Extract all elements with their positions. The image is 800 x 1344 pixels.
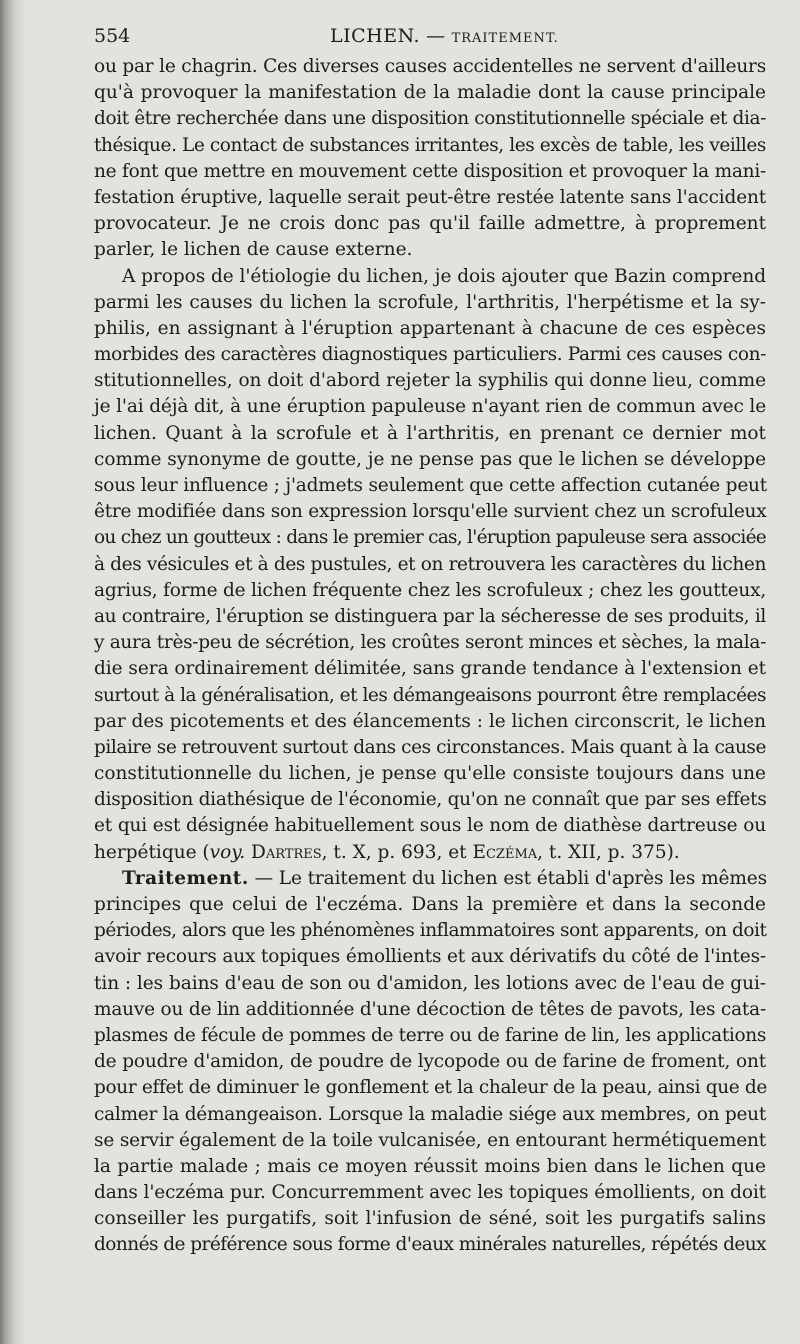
reference-prefix: herpétique (	[94, 841, 210, 863]
paragraph-etiology-end	[94, 54, 766, 264]
running-title-main: LICHEN.	[330, 25, 421, 47]
text-line: périodes, alors que les phénomènes inflammatoires sont apparents, on doit	[94, 920, 767, 942]
text-line: agrius, forme de lichen fréquente chez les scrofuleux ; chez les goutteux,	[94, 579, 766, 601]
text-line: de poudre d'amidon, de poudre de lycopode ou de farine de froment, ont	[94, 1051, 766, 1073]
text-line: à des vésicules et à des pustules, et on retrouvera les caractères du lichen	[94, 553, 766, 575]
heading-line-rest: — Le traitement du lichen est établi d'après les mêmes	[248, 867, 768, 889]
page-number: 554	[94, 25, 131, 47]
book-page	[94, 18, 766, 1259]
text-line: philis, en assignant à l'éruption appartenant à chacune de ces espèces	[94, 317, 766, 339]
text-line: se servir également de la toile vulcanisée, en entourant hermétiquement	[94, 1129, 766, 1151]
running-title-section: TRAITEMENT.	[451, 31, 559, 46]
reference-mid: , t. X, p. 693, et	[321, 841, 473, 863]
body-text	[94, 54, 766, 1259]
text-line: être modifiée dans son expression lorsqu'elle survient chez un scrofuleux	[94, 501, 767, 523]
text-line: dans l'eczéma pur. Concurremment avec les topiques émollients, on doit	[94, 1182, 766, 1204]
text-line-reference	[94, 840, 766, 866]
reference-suffix: , t. XII, p. 375).	[537, 841, 680, 863]
text-line: comme synonyme de goutte, je ne pense pas que le lichen se développe	[94, 448, 766, 470]
text-line: qu'à provoquer la manifestation de la maladie dont la cause principale	[94, 82, 766, 104]
running-head	[94, 18, 766, 54]
text-line: constitutionnelle du lichen, je pense qu'elle consiste toujours dans une	[94, 763, 766, 785]
text-line: par des picotements et des élancements : le lichen circonscrit, le lichen	[94, 710, 766, 732]
text-line: donnés de préférence sous forme d'eaux minérales naturelles, répétés deux	[94, 1234, 767, 1256]
paragraph-traitement	[94, 866, 766, 1259]
paragraph-bazin-causes	[94, 264, 766, 866]
text-line: mauve ou de lin additionnée d'une décoction de têtes de pavots, les cata-	[94, 998, 766, 1020]
reference-eczema: Eczéma	[472, 841, 538, 863]
text-line: y aura très-peu de sécrétion, les croûtes seront minces et sèches, la mala-	[94, 632, 766, 654]
text-line: doit être recherchée dans une disposition constitutionnelle spéciale et dia-	[94, 108, 766, 130]
running-title-dash: —	[426, 25, 446, 47]
text-line: et qui est désignée habituellement sous le nom de diathèse dartreuse ou	[94, 815, 766, 837]
text-line: parler, le lichen de cause externe.	[94, 239, 413, 261]
text-line: ou par le chagrin. Ces diverses causes accidentelles ne servent d'ailleurs	[94, 56, 766, 77]
text-line: pour effet de diminuer le gonflement et la chaleur de la peau, ainsi que de	[94, 1077, 767, 1099]
text-line: stitutionnelles, on doit d'abord rejeter la syphilis qui donne lieu, comme	[94, 370, 766, 392]
text-line: principes que celui de l'eczéma. Dans la première et dans la seconde	[94, 894, 766, 915]
text-line: thésique. Le contact de substances irritantes, les excès de table, les veilles	[94, 134, 766, 156]
text-line: ou chez un goutteux : dans le premier cas, l'éruption papuleuse sera associée	[94, 527, 766, 549]
text-line: parmi les causes du lichen la scrofule, l'arthritis, l'herpétisme et la sy-	[94, 291, 766, 313]
text-line: die sera ordinairement délimitée, sans grande tendance à l'extension et	[94, 658, 766, 680]
text-line: morbides des caractères diagnostiques particuliers. Parmi ces causes con-	[94, 344, 766, 366]
text-line: ne font que mettre en mouvement cette disposition et provoquer la mani-	[94, 160, 766, 182]
text-line: avoir recours aux topiques émollients et aux dérivatifs du côté de l'intes-	[94, 946, 766, 968]
text-line: sous leur influence ; j'admets seulement que cette affection cutanée peut	[94, 475, 767, 496]
text-line: calmer la démangeaison. Lorsque la maladie siége aux membres, on peut	[94, 1103, 766, 1125]
text-line: A propos de l'étiologie du lichen, je dois ajouter que Bazin comprend	[122, 265, 766, 287]
reference-dartres: Dartres	[251, 841, 322, 863]
text-line: disposition diathésique de l'économie, qu'on ne connaît que par ses effets	[94, 789, 767, 811]
section-heading-traitement: Traitement.	[122, 867, 249, 889]
text-line-heading	[94, 866, 766, 892]
text-line: pilaire se retrouvent surtout dans ces circonstances. Mais quant à la cause	[94, 736, 766, 758]
text-line: tin : les bains d'eau de son ou d'amidon, les lotions avec de l'eau de gui-	[94, 972, 766, 994]
text-line: la partie malade ; mais ce moyen réussit moins bien dans le lichen que	[94, 1155, 766, 1177]
text-line: provocateur. Je ne crois donc pas qu'il faille admettre, à proprement	[94, 213, 766, 235]
text-line: festation éruptive, laquelle serait peut-être restée latente sans l'accident	[94, 186, 766, 208]
text-line: plasmes de fécule de pommes de terre ou de farine de lin, les applications	[94, 1024, 766, 1046]
book-binding-shadow	[0, 0, 26, 1344]
running-title	[330, 18, 559, 57]
reference-voy: voy.	[209, 841, 246, 863]
text-line: je l'ai déjà dit, à une éruption papuleuse n'ayant rien de commun avec le	[94, 396, 766, 418]
text-line: lichen. Quant à la scrofule et à l'arthritis, en prenant ce dernier mot	[94, 422, 766, 444]
text-line: surtout à la généralisation, et les démangeaisons pourront être remplacées	[94, 684, 766, 706]
text-line: au contraire, l'éruption se distinguera par la sécheresse de ses produits, il	[94, 605, 766, 627]
text-line: conseiller les purgatifs, soit l'infusion de séné, soit les purgatifs salins	[94, 1208, 766, 1230]
